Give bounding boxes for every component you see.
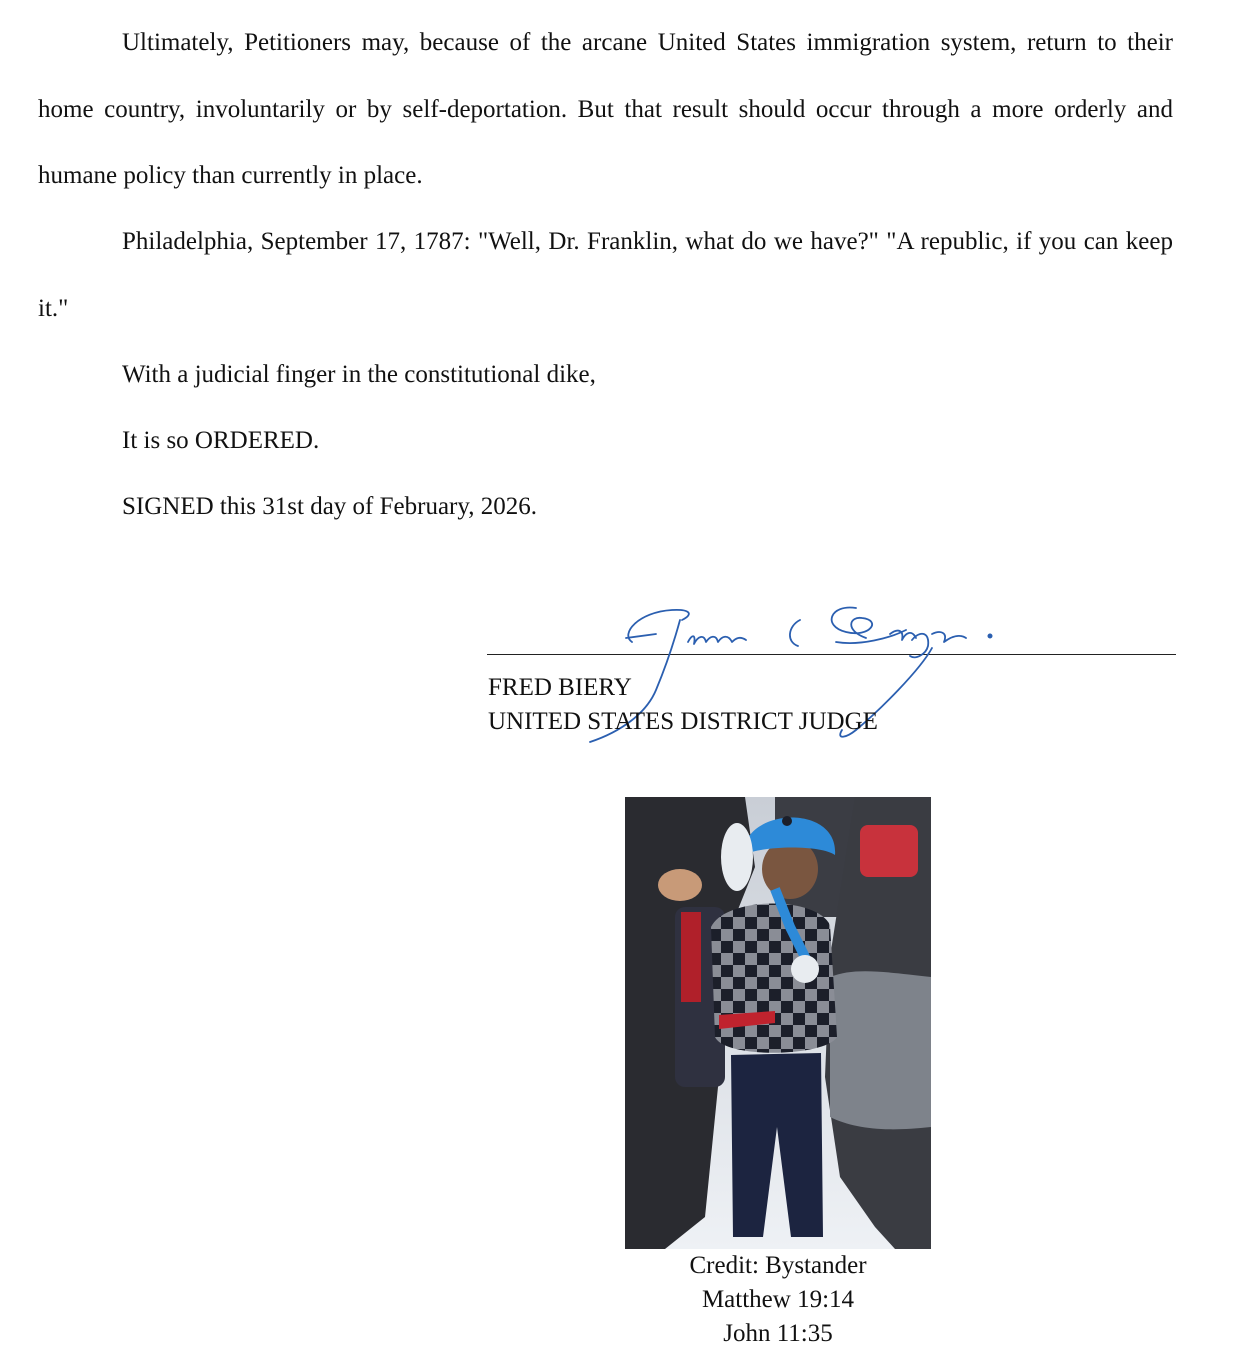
- signed-date-line: SIGNED this 31st day of February, 2026.: [122, 493, 538, 520]
- judge-name: FRED BIERY: [488, 674, 632, 701]
- verse-john: John 11:35: [723, 1320, 833, 1347]
- verse-matthew: Matthew 19:14: [701, 1286, 855, 1313]
- photo-credit: Credit: Bystander: [689, 1252, 867, 1279]
- order-line: It is so ORDERED.: [122, 427, 320, 454]
- judge-title: UNITED STATES DISTRICT JUDGE: [488, 708, 878, 735]
- closing-line: With a judicial finger in the constitutional dike,: [122, 361, 596, 388]
- paragraph-ultimately: Ultimately, Petitioners may, because of the arcane United States immigration system, return to their home country, involuntarily or by self-deportation. But that result should occur through a more orderly and humane policy than currently in place.: [38, 29, 1173, 189]
- child-photo: [625, 797, 931, 1249]
- paragraph-philadelphia: Philadelphia, September 17, 1787: "Well, Dr. Franklin, what do we have?" "A republic, if you can keep it.": [38, 228, 1173, 322]
